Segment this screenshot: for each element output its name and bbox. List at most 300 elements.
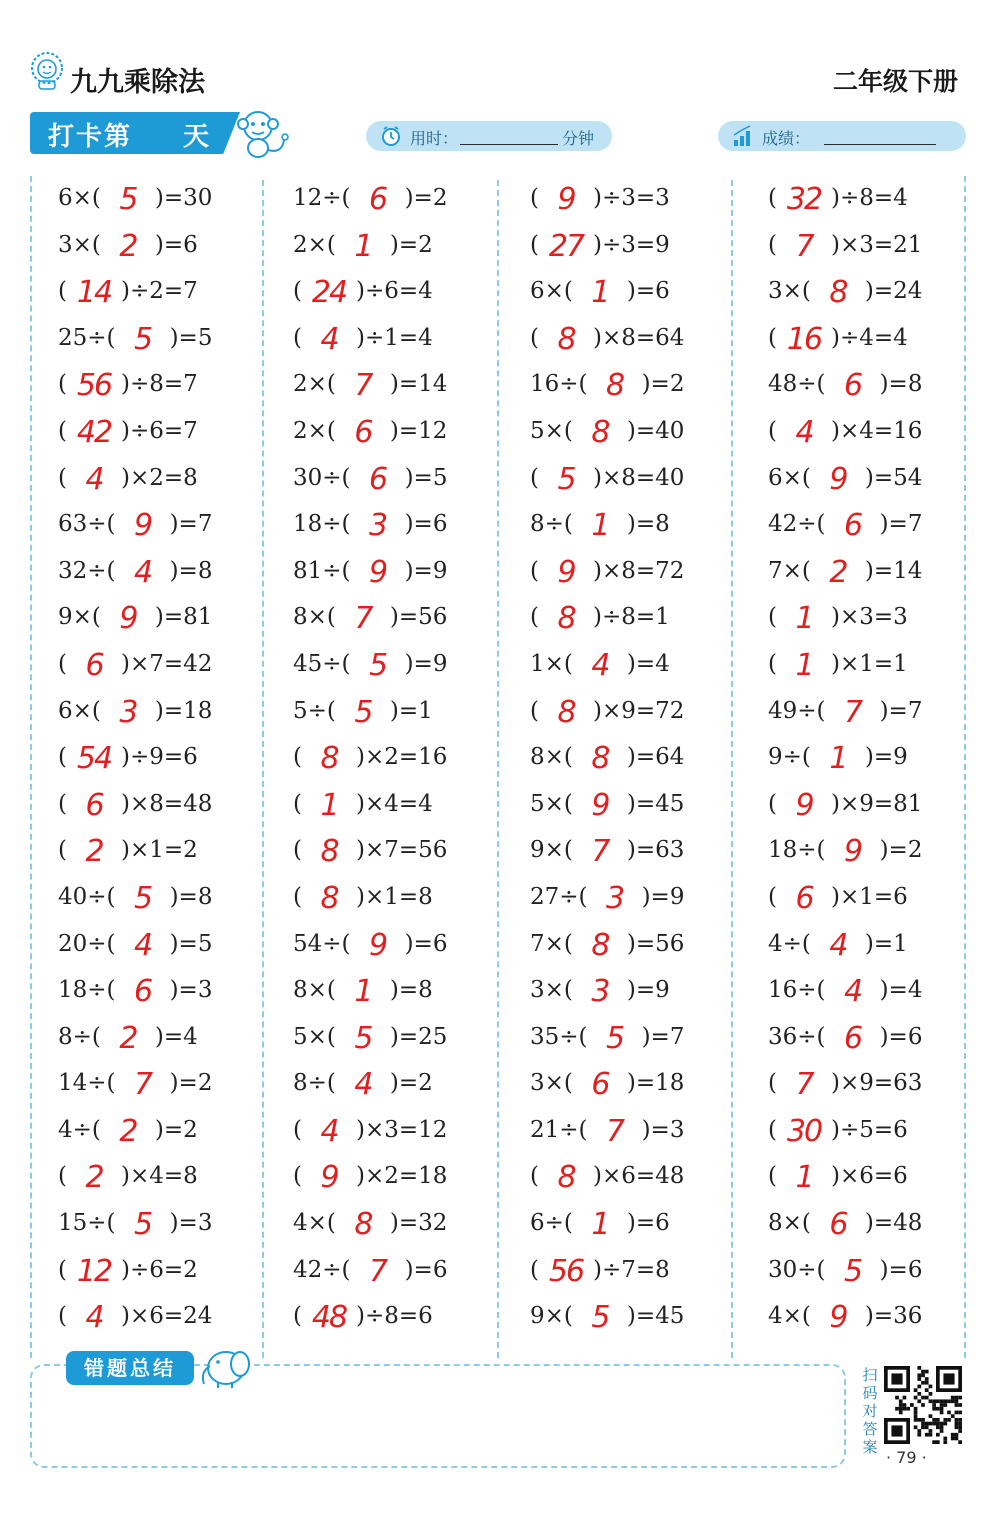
handwritten-answer: 1 (591, 275, 609, 311)
exercise-row (58, 781, 258, 828)
handwritten-answer: 5 (606, 1020, 624, 1056)
exercise-prefix: 8× (293, 604, 327, 631)
answer-blank[interactable]: ( ) 1 (327, 967, 399, 1013)
exercise-suffix: =63 (635, 837, 685, 864)
handwritten-answer: 8 (557, 321, 575, 357)
exercise-suffix: =6 (635, 278, 670, 305)
exercise-suffix: =2 (398, 1070, 433, 1097)
exercise-prefix: 40÷ (58, 883, 107, 910)
exercise-suffix: =18 (635, 1070, 685, 1097)
answer-blank[interactable]: ( ) 4 (107, 548, 179, 594)
answer-blank[interactable]: ( ) 8 (530, 688, 602, 734)
exercise-row (768, 1107, 968, 1154)
elephant-icon (196, 1342, 254, 1390)
handwritten-answer: 2 (119, 228, 137, 264)
answer-blank[interactable]: ( ) 27 (530, 222, 602, 268)
exercise-row (293, 1060, 493, 1107)
exercise-suffix: =3 (178, 977, 213, 1004)
exercise-row (58, 1107, 258, 1154)
answer-blank[interactable]: ( ) 9 (802, 1293, 874, 1339)
handwritten-answer: 4 (134, 554, 152, 590)
exercise-suffix: ×6=48 (602, 1163, 685, 1190)
exercise-prefix: 4× (768, 1303, 802, 1330)
exercise-suffix: =56 (398, 604, 448, 631)
exercise-suffix: ÷5=6 (840, 1116, 908, 1143)
answer-blank[interactable]: ( ) 24 (293, 268, 365, 314)
exercise-row (530, 781, 730, 828)
exercise-row (530, 1200, 730, 1247)
exercise-suffix: =2 (413, 185, 448, 211)
exercise-prefix: 36÷ (768, 1023, 817, 1050)
answer-blank[interactable]: ( ) 1 (768, 641, 840, 687)
exercise-suffix: ÷1=4 (365, 324, 433, 351)
exercise-suffix: =7 (888, 697, 923, 724)
answer-blank[interactable]: ( ) 7 (817, 688, 889, 734)
handwritten-answer: 6 (844, 1020, 862, 1056)
handwritten-answer: 6 (369, 461, 387, 497)
exercise-prefix: 32÷ (58, 557, 107, 584)
exercise-prefix: 42÷ (768, 511, 817, 538)
exercise-row (768, 688, 968, 735)
answer-blank[interactable]: ( ) 8 (293, 827, 365, 873)
exercise-row (58, 641, 258, 688)
score-input-line[interactable] (824, 127, 936, 145)
exercise-prefix: 8÷ (293, 1070, 327, 1097)
answer-blank[interactable]: ( ) 2 (92, 222, 164, 268)
exercise-suffix: ÷2=7 (130, 278, 198, 305)
handwritten-answer: 4 (320, 1113, 338, 1149)
answer-blank[interactable]: ( ) 2 (58, 827, 130, 873)
exercise-suffix: ×9=63 (840, 1070, 923, 1097)
exercise-row (58, 1153, 258, 1200)
exercise-suffix: =8 (178, 883, 213, 910)
exercise-suffix: =54 (873, 464, 923, 491)
answer-blank[interactable]: ( ) 8 (530, 315, 602, 361)
exercise-suffix: ×1=2 (130, 837, 198, 864)
answer-blank[interactable]: ( ) 9 (92, 594, 164, 640)
exercise-row (293, 1293, 493, 1340)
answer-blank[interactable]: ( ) 5 (530, 455, 602, 501)
answer-blank[interactable]: ( ) 8 (564, 408, 636, 454)
answer-blank[interactable]: ( ) 5 (564, 1293, 636, 1339)
answer-blank[interactable]: ( ) 8 (327, 1200, 399, 1246)
exercise-suffix: =56 (635, 930, 685, 957)
column-divider (731, 180, 733, 1358)
handwritten-answer: 6 (591, 1067, 609, 1103)
exercise-row (293, 501, 493, 548)
exercise-suffix: =5 (413, 464, 448, 491)
exercise-row (58, 175, 258, 222)
exercise-row (530, 1107, 730, 1154)
answer-blank[interactable]: ( ) 14 (58, 268, 130, 314)
answer-blank[interactable]: ( ) 6 (58, 781, 130, 827)
handwritten-answer: 1 (795, 1160, 813, 1196)
handwritten-answer: 5 (134, 880, 152, 916)
answer-blank[interactable]: ( ) 16 (768, 315, 840, 361)
answer-blank[interactable]: ( ) 9 (564, 781, 636, 827)
answer-blank[interactable]: ( ) 48 (293, 1293, 365, 1339)
handwritten-answer: 14 (76, 275, 112, 311)
exercise-row (293, 548, 493, 595)
handwritten-answer: 9 (829, 1300, 847, 1336)
exercise-suffix: =45 (635, 1303, 685, 1330)
answer-blank[interactable]: ( ) 4 (107, 921, 179, 967)
answer-blank[interactable]: ( ) 9 (802, 455, 874, 501)
exercise-row (530, 501, 730, 548)
answer-blank[interactable]: ( ) 5 (92, 175, 164, 221)
exercise-prefix: 7× (530, 930, 564, 957)
handwritten-answer: 12 (76, 1253, 112, 1289)
exercise-row (58, 315, 258, 362)
exercise-row (768, 1247, 968, 1294)
answer-blank[interactable]: ( ) 8 (564, 921, 636, 967)
exercise-row (768, 175, 968, 222)
exercise-prefix: 63÷ (58, 511, 107, 538)
answer-blank[interactable]: ( ) 4 (293, 315, 365, 361)
exercise-row (293, 361, 493, 408)
answer-blank[interactable]: ( ) 3 (579, 874, 651, 920)
handwritten-answer: 8 (320, 834, 338, 870)
handwritten-answer: 4 (134, 927, 152, 963)
answer-blank[interactable]: ( ) 9 (342, 548, 414, 594)
exercise-suffix: =7 (650, 1023, 685, 1050)
exercise-prefix: 8÷ (58, 1023, 92, 1050)
exercise-row (58, 1014, 258, 1061)
handwritten-answer: 1 (795, 647, 813, 683)
exercise-row (293, 455, 493, 502)
handwritten-answer: 7 (795, 228, 813, 264)
exercise-prefix: 9× (58, 604, 92, 631)
answer-blank[interactable]: ( ) 5 (327, 688, 399, 734)
answer-blank[interactable]: ( ) 5 (327, 1014, 399, 1060)
exercise-row (768, 1153, 968, 1200)
handwritten-answer: 8 (591, 927, 609, 963)
exercise-prefix: 8× (530, 744, 564, 771)
exercise-row (530, 1060, 730, 1107)
answer-blank[interactable]: ( ) 5 (342, 641, 414, 687)
answer-blank[interactable]: ( ) 4 (293, 1107, 365, 1153)
exercise-prefix: 35÷ (530, 1023, 579, 1050)
answer-blank[interactable]: ( ) 1 (768, 1153, 840, 1199)
exercise-column-4 (768, 175, 968, 1340)
frame-left-border (30, 176, 32, 1358)
exercise-prefix: 4÷ (58, 1116, 92, 1143)
handwritten-answer: 8 (557, 694, 575, 730)
answer-blank[interactable]: ( ) 1 (768, 594, 840, 640)
exercise-row (58, 1060, 258, 1107)
answer-blank[interactable]: ( ) 2 (58, 1153, 130, 1199)
answer-blank[interactable]: ( ) 7 (327, 361, 399, 407)
answer-blank[interactable]: ( ) 1 (327, 222, 399, 268)
exercise-row (768, 268, 968, 315)
answer-blank[interactable]: ( ) 6 (342, 455, 414, 501)
answer-blank[interactable]: ( ) 6 (768, 874, 840, 920)
handwritten-answer: 5 (119, 182, 137, 217)
exercise-row (293, 781, 493, 828)
answer-blank[interactable]: ( ) 4 (768, 408, 840, 454)
exercise-suffix: =9 (413, 650, 448, 677)
handwritten-answer: 4 (320, 321, 338, 357)
answer-blank[interactable]: ( ) 8 (293, 734, 365, 780)
handwritten-answer: 6 (134, 974, 152, 1010)
exercise-suffix: =30 (163, 185, 213, 211)
exercise-suffix: =8 (888, 371, 923, 398)
exercise-row (58, 734, 258, 781)
exercise-row (768, 1060, 968, 1107)
handwritten-answer: 7 (134, 1067, 152, 1103)
answer-blank[interactable]: ( ) 2 (92, 1107, 164, 1153)
exercise-suffix: =64 (635, 744, 685, 771)
answer-blank[interactable]: ( ) 9 (817, 827, 889, 873)
exercise-suffix: ×4=4 (365, 790, 433, 817)
answer-blank[interactable]: ( ) 6 (817, 1014, 889, 1060)
exercise-suffix: ÷3=9 (602, 231, 670, 258)
exercise-suffix: ÷8=4 (840, 185, 908, 211)
exercise-suffix: =6 (163, 231, 198, 258)
answer-blank[interactable]: ( ) 9 (342, 921, 414, 967)
exercise-suffix: ×1=8 (365, 883, 433, 910)
answer-blank[interactable]: ( ) 30 (768, 1107, 840, 1153)
answer-blank[interactable]: ( ) 7 (579, 1107, 651, 1153)
exercise-row (58, 1247, 258, 1294)
time-input-line[interactable] (460, 127, 558, 145)
exercise-row (530, 1153, 730, 1200)
exercise-row (293, 1247, 493, 1294)
exercise-row (530, 268, 730, 315)
handwritten-answer: 56 (76, 368, 112, 404)
answer-blank[interactable]: ( ) 54 (58, 734, 130, 780)
answer-blank[interactable]: ( ) 8 (802, 268, 874, 314)
exercise-prefix: 5× (530, 417, 564, 444)
answer-blank[interactable]: ( ) 8 (564, 734, 636, 780)
answer-blank[interactable]: ( ) 7 (342, 1247, 414, 1293)
answer-blank[interactable]: ( ) 5 (107, 315, 179, 361)
exercise-suffix: =6 (888, 1023, 923, 1050)
exercise-row (530, 1293, 730, 1340)
handwritten-answer: 4 (829, 927, 847, 963)
handwritten-answer: 1 (354, 228, 372, 264)
exercise-suffix: ÷8=7 (130, 371, 198, 398)
handwritten-answer: 6 (369, 182, 387, 217)
exercise-prefix: 18÷ (58, 977, 107, 1004)
exercise-prefix: 4÷ (768, 930, 802, 957)
answer-blank[interactable]: ( ) 3 (92, 688, 164, 734)
answer-blank[interactable]: ( ) 4 (58, 455, 130, 501)
exercise-suffix: =9 (635, 977, 670, 1004)
exercise-row (530, 222, 730, 269)
exercise-suffix: ×6=6 (840, 1163, 908, 1190)
handwritten-answer: 6 (354, 414, 372, 450)
answer-blank[interactable]: ( ) 5 (579, 1014, 651, 1060)
answer-blank[interactable]: ( ) 9 (530, 175, 602, 221)
handwritten-answer: 9 (844, 834, 862, 870)
answer-blank[interactable]: ( ) 6 (342, 175, 414, 221)
scan-for-answers-text: 扫码对答案 (862, 1366, 878, 1456)
answer-blank[interactable]: ( ) 4 (327, 1060, 399, 1106)
exercise-prefix: 21÷ (530, 1116, 579, 1143)
answer-blank[interactable]: ( ) 8 (530, 1153, 602, 1199)
exercise-prefix: 20÷ (58, 930, 107, 957)
handwritten-answer: 1 (354, 974, 372, 1010)
exercise-row (293, 268, 493, 315)
answer-blank[interactable]: ( ) 9 (293, 1153, 365, 1199)
exercise-suffix: =9 (650, 883, 685, 910)
exercise-prefix: 6× (58, 697, 92, 724)
exercise-prefix: 9× (530, 1303, 564, 1330)
exercise-suffix: =36 (873, 1303, 923, 1330)
answer-blank[interactable]: ( ) 8 (579, 361, 651, 407)
answer-blank[interactable]: ( ) 3 (564, 967, 636, 1013)
answer-blank[interactable]: ( ) 6 (817, 361, 889, 407)
answer-blank[interactable]: ( ) 7 (327, 594, 399, 640)
answer-blank[interactable]: ( ) 56 (58, 361, 130, 407)
answer-blank[interactable]: ( ) 4 (802, 921, 874, 967)
answer-blank[interactable]: ( ) 6 (327, 408, 399, 454)
answer-blank[interactable]: ( ) 3 (342, 501, 414, 547)
exercise-suffix: ×9=72 (602, 697, 685, 724)
exercise-prefix: 3× (530, 977, 564, 1004)
exercise-suffix: =8 (635, 511, 670, 538)
exercise-suffix: =9 (873, 744, 908, 771)
exercise-prefix: 6× (530, 278, 564, 305)
exercise-row (293, 408, 493, 455)
handwritten-answer: 5 (557, 461, 575, 497)
exercise-suffix: ×2=18 (365, 1163, 448, 1190)
answer-blank[interactable]: ( ) 9 (530, 548, 602, 594)
exercise-suffix: =2 (398, 231, 433, 258)
exercise-suffix: =12 (398, 417, 448, 444)
exercise-prefix: 9÷ (768, 744, 802, 771)
exercise-prefix: 49÷ (768, 697, 817, 724)
qr-code[interactable] (880, 1366, 966, 1444)
exercise-suffix: ÷6=7 (130, 417, 198, 444)
exercise-row (768, 455, 968, 502)
answer-blank[interactable]: ( ) 6 (58, 641, 130, 687)
answer-blank[interactable]: ( ) 4 (817, 967, 889, 1013)
exercise-row (768, 315, 968, 362)
exercise-row (58, 874, 258, 921)
answer-blank[interactable]: ( ) 1 (564, 268, 636, 314)
exercise-row (768, 1014, 968, 1061)
answer-blank[interactable]: ( ) 1 (802, 734, 874, 780)
answer-blank[interactable]: ( ) 9 (768, 781, 840, 827)
handwritten-answer: 48 (311, 1300, 347, 1336)
exercise-prefix: 27÷ (530, 883, 579, 910)
exercise-suffix: =2 (163, 1116, 198, 1143)
answer-blank[interactable]: ( ) 1 (564, 1200, 636, 1246)
handwritten-answer: 32 (786, 182, 822, 217)
exercise-suffix: =4 (635, 650, 670, 677)
exercise-suffix: ×4=16 (840, 417, 923, 444)
exercise-prefix: 7× (768, 557, 802, 584)
handwritten-answer: 8 (557, 1160, 575, 1196)
exercise-suffix: =18 (163, 697, 213, 724)
answer-blank[interactable]: ( ) 5 (107, 1200, 179, 1246)
handwritten-answer: 1 (795, 601, 813, 637)
handwritten-answer: 4 (354, 1067, 372, 1103)
answer-blank[interactable]: ( ) 5 (817, 1247, 889, 1293)
answer-blank[interactable]: ( ) 4 (58, 1293, 130, 1339)
answer-blank[interactable]: ( ) 6 (802, 1200, 874, 1246)
exercise-suffix: =6 (413, 1256, 448, 1283)
exercise-suffix: =2 (650, 371, 685, 398)
exercise-prefix: 8× (293, 977, 327, 1004)
answer-blank[interactable]: ( ) 8 (530, 594, 602, 640)
answer-blank[interactable]: ( ) 2 (802, 548, 874, 594)
exercise-row (293, 1014, 493, 1061)
handwritten-answer: 2 (119, 1020, 137, 1056)
handwritten-answer: 9 (591, 787, 609, 823)
answer-blank[interactable]: ( ) 6 (564, 1060, 636, 1106)
exercise-prefix: 16÷ (768, 977, 817, 1004)
answer-blank[interactable]: ( ) 32 (768, 175, 840, 221)
score-label: 成绩： (762, 129, 811, 148)
exercise-row (58, 921, 258, 968)
exercise-suffix: =3 (650, 1116, 685, 1143)
checkin-label: 打卡第 (48, 122, 133, 152)
answer-blank[interactable]: ( ) 7 (107, 1060, 179, 1106)
handwritten-answer: 6 (795, 880, 813, 916)
answer-blank[interactable]: ( ) 42 (58, 408, 130, 454)
exercise-prefix: 5× (293, 1023, 327, 1050)
answer-blank[interactable]: ( ) 2 (92, 1014, 164, 1060)
answer-blank[interactable]: ( ) 5 (107, 874, 179, 920)
exercise-suffix: ×1=1 (840, 650, 908, 677)
exercise-suffix: ×8=72 (602, 557, 685, 584)
exercise-prefix: 5× (530, 790, 564, 817)
answer-blank[interactable]: ( ) 1 (564, 501, 636, 547)
answer-blank[interactable]: ( ) 9 (107, 501, 179, 547)
answer-blank[interactable]: ( ) 12 (58, 1247, 130, 1293)
handwritten-answer: 8 (320, 880, 338, 916)
exercise-prefix: 15÷ (58, 1210, 107, 1237)
column-divider (262, 180, 264, 1358)
exercise-row (293, 734, 493, 781)
exercise-prefix: 54÷ (293, 930, 342, 957)
exercise-suffix: ×3=3 (840, 604, 908, 631)
exercise-row (530, 455, 730, 502)
exercise-suffix: ÷4=4 (840, 324, 908, 351)
exercise-suffix: ×8=40 (602, 464, 685, 491)
handwritten-answer: 3 (119, 694, 137, 730)
exercise-suffix: =14 (398, 371, 448, 398)
handwritten-answer: 9 (320, 1160, 338, 1196)
exercise-row (768, 1200, 968, 1247)
exercise-row (293, 874, 493, 921)
answer-blank[interactable]: ( ) 1 (293, 781, 365, 827)
exercise-suffix: =6 (413, 511, 448, 538)
exercise-suffix: ×7=56 (365, 837, 448, 864)
exercise-suffix: =1 (873, 930, 908, 957)
answer-blank[interactable]: ( ) 7 (564, 827, 636, 873)
answer-blank[interactable]: ( ) 7 (768, 1060, 840, 1106)
exercise-row (530, 641, 730, 688)
handwritten-answer: 2 (829, 554, 847, 590)
answer-blank[interactable]: ( ) 6 (107, 967, 179, 1013)
exercise-suffix: ×8=64 (602, 324, 685, 351)
exercise-row (530, 315, 730, 362)
answer-blank[interactable]: ( ) 7 (768, 222, 840, 268)
handwritten-answer: 7 (606, 1113, 624, 1149)
answer-blank[interactable]: ( ) 56 (530, 1247, 602, 1293)
answer-blank[interactable]: ( ) 8 (293, 874, 365, 920)
answer-blank[interactable]: ( ) 6 (817, 501, 889, 547)
answer-blank[interactable]: ( ) 4 (564, 641, 636, 687)
handwritten-answer: 9 (795, 787, 813, 823)
exercise-suffix: ÷7=8 (602, 1256, 670, 1283)
exercise-prefix: 2× (293, 231, 327, 258)
exercise-prefix: 1× (530, 650, 564, 677)
